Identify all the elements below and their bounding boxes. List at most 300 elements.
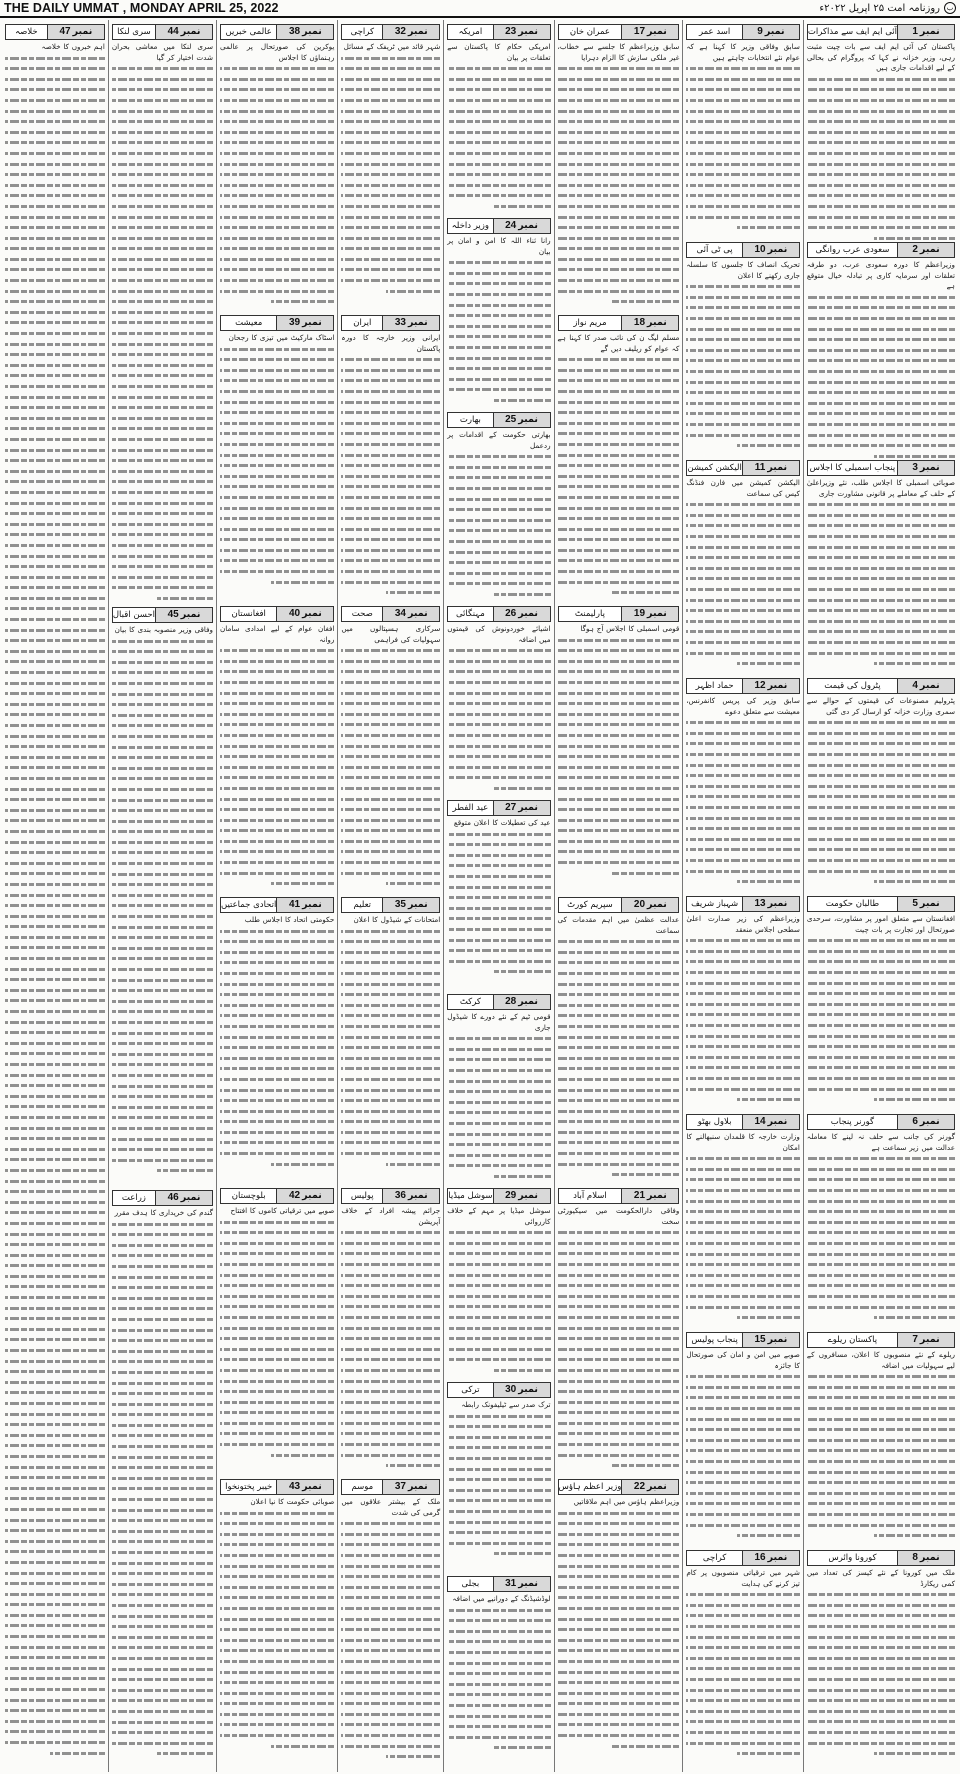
text-line [807,222,955,233]
text-line [558,1656,680,1667]
text-line [686,520,800,531]
text-line [5,1440,105,1451]
news-item-text: پاکستان کی آئی ایم ایف سے بات چیت مثبت رہی، وزیر خزانہ نے کہا کہ پروگرام کی بحالی کے لیے اقدامات جاری ہیں [806,42,955,73]
text-line [341,1074,440,1085]
text-line [220,1074,334,1085]
text-line [112,445,213,456]
text-line [5,1229,105,1240]
text-line [807,116,955,127]
badge-number: 30 [505,1384,517,1395]
body-copy-lines [686,717,800,887]
text-line [220,275,334,286]
item-number-badge [742,25,799,39]
item-number-badge [621,25,678,39]
item-number-badge [382,1189,439,1203]
text-line [558,1709,680,1720]
text-line [558,794,680,805]
item-number-badge [493,413,550,427]
news-item-title: کراچی [342,25,382,39]
text-line [220,1344,334,1355]
text-line [558,1550,680,1561]
text-line [5,1462,105,1473]
news-item-header [447,218,550,234]
text-line [686,334,800,345]
text-line [558,1063,680,1074]
news-column-7 [108,20,216,1772]
text-line [341,1645,440,1656]
text-line [807,563,955,574]
news-item [5,24,105,1771]
text-line [447,1344,550,1355]
text-line [807,355,955,366]
text-line [5,1080,105,1091]
item-number-badge [621,898,678,912]
text-line [558,1323,680,1334]
item-number-badge [742,461,799,475]
text-line [447,1270,550,1281]
text-line [5,212,105,223]
text-line [686,1073,800,1084]
news-item-header [807,1114,955,1130]
text-line [447,829,550,840]
text-line [341,1561,440,1572]
news-item-header [686,896,800,912]
text-line [341,1137,440,1148]
text-line [5,1165,105,1176]
news-item-title: پارلیمنٹ [559,607,622,621]
text-line [807,1185,955,1196]
text-line [112,1240,213,1251]
text-line [447,1517,550,1528]
text-line [558,534,680,545]
badge-number: 18 [633,317,646,328]
news-item [447,1576,550,1767]
text-line [220,222,334,233]
badge-word: نمبر [767,898,788,909]
news-item-title: سعودی عرب روانگی [808,243,897,257]
news-item-text: صوبائی حکومت کا نیا اعلان [250,1497,335,1506]
text-line [341,1635,440,1646]
text-line [807,605,955,616]
text-line [807,1716,955,1727]
text-line [341,481,440,492]
text-line [112,476,213,487]
text-line [686,440,800,451]
item-number-badge [897,1333,954,1347]
text-line [558,286,680,297]
text-line [558,375,680,386]
text-line [5,296,105,307]
text-line [807,1520,955,1531]
badge-number: 20 [633,899,646,910]
text-line [807,1445,955,1456]
news-item-text: جرائم پیشہ افراد کے خلاف آپریشن [341,1206,441,1226]
item-number-badge [155,1191,212,1205]
news-item [686,678,800,893]
text-line [686,658,800,669]
text-line [686,605,800,616]
text-line [341,63,440,74]
text-line [220,1053,334,1064]
body-copy-lines [112,636,213,1176]
text-line [447,1171,550,1182]
text-line [341,84,440,95]
news-item-title: عمران خان [559,25,622,39]
news-item-text: وزیراعظم کی زیر صدارت اعلیٰ سطحی اجلاس منعقد [686,914,800,934]
text-line [341,1148,440,1159]
news-item-header [341,897,440,913]
text-line [220,233,334,244]
news-item-text: قومی اسمبلی کا اجلاس آج ہوگا [580,624,680,633]
news-item-title: بجلی [448,1577,492,1591]
text-line [112,466,213,477]
text-line [558,1719,680,1730]
text-line [558,212,680,223]
text-line [341,137,440,148]
text-line [807,1392,955,1403]
item-number-badge [493,219,550,233]
text-line [558,1344,680,1355]
item-number-badge [742,243,799,257]
item-number-badge [742,1115,799,1129]
text-line [220,783,334,794]
text-line [5,243,105,254]
badge-number: 15 [754,1334,766,1345]
text-line [447,137,550,148]
text-line [341,365,440,376]
text-line [112,911,213,922]
text-line [112,985,213,996]
text-line [807,1206,955,1217]
text-line [558,354,680,365]
text-line [686,1238,800,1249]
text-line [5,964,105,975]
text-line [5,794,105,805]
text-line [5,921,105,932]
text-line [686,1302,800,1313]
news-item-text: یوکرین کی صورتحال پر عالمی رہنماؤں کا اجلاس [220,42,335,62]
text-line [447,1538,550,1549]
text-line [5,1557,105,1568]
badge-word: نمبر [407,26,428,37]
text-line [807,648,955,659]
text-line [447,730,550,741]
text-line [341,1354,440,1365]
text-line [558,762,680,773]
text-line [558,846,680,857]
badge-number: 45 [167,609,179,620]
text-line [558,127,680,138]
text-line [341,106,440,117]
badge-number: 36 [394,1190,406,1201]
text-line [341,190,440,201]
text-line [5,254,105,265]
text-line [220,1085,334,1096]
text-line [558,666,680,677]
text-line [341,762,440,773]
body-copy-lines [686,499,800,669]
text-line [5,1197,105,1208]
text-line [447,751,550,762]
text-line [341,1667,440,1678]
news-item [807,1114,955,1329]
text-line [112,1738,213,1749]
text-line [341,375,440,386]
text-line [341,1439,440,1450]
text-line [5,890,105,901]
text-line [112,1165,213,1176]
news-item [807,678,955,893]
text-line [447,772,550,783]
text-line [5,762,105,773]
badge-word: نمبر [302,899,322,910]
text-line [220,1010,334,1021]
text-line [220,1137,334,1148]
text-line [558,957,680,968]
news-item-title: موسم [342,1480,382,1494]
text-line [807,531,955,542]
text-line [112,900,213,911]
text-line [686,302,800,313]
text-line [558,1365,680,1376]
text-line [686,813,800,824]
news-item-header [807,242,955,258]
text-line [341,1365,440,1376]
text-line [341,1248,440,1259]
text-line [220,1603,334,1614]
text-line [220,741,334,752]
badge-number: 43 [288,1481,301,1492]
text-line [807,1685,955,1696]
text-line [558,1169,680,1180]
text-line [447,1506,550,1517]
text-line [686,1530,800,1541]
text-line [447,363,550,374]
text-line [112,1314,213,1325]
text-line [447,1086,550,1097]
badge-word: نمبر [72,26,93,37]
text-line [220,418,334,429]
text-line [686,1716,800,1727]
text-line [5,455,105,466]
text-line [220,1450,334,1461]
text-line [5,1048,105,1059]
text-line [220,254,334,265]
text-line [220,979,334,990]
news-item [220,1188,334,1476]
text-line [686,791,800,802]
badge-word: نمبر [647,317,667,328]
news-item-title: زراعت [113,1191,155,1205]
text-line [558,296,680,307]
item-number-badge [382,316,439,330]
text-line [5,1589,105,1600]
text-line [5,741,105,752]
text-line [112,1579,213,1590]
item-number-badge [621,1480,678,1494]
news-item-text: رانا ثناء اللہ کا امن و امان پر بیان [447,236,551,256]
news-item-title: اسلام آباد [559,1189,622,1203]
news-item [807,460,955,675]
text-line [5,190,105,201]
text-line [807,430,955,441]
text-line [447,95,550,106]
news-item-title: ایران [342,316,382,330]
text-line [807,988,955,999]
badge-number: 29 [505,1190,517,1201]
news-item-header [686,242,800,258]
text-line [112,561,213,572]
text-line [686,63,800,74]
badge-word: نمبر [919,462,940,473]
text-line [686,1456,800,1467]
text-line [558,137,680,148]
text-line [447,1647,550,1658]
item-number-badge [276,25,333,39]
text-line [220,1592,334,1603]
text-line [112,678,213,689]
text-line [5,1684,105,1695]
text-line [558,968,680,979]
text-line [558,1667,680,1678]
text-line [447,741,550,752]
news-item-text: سوشل میڈیا پر مہم کے خلاف کارروائی [447,1206,551,1226]
text-line [5,561,105,572]
text-line [5,1652,105,1663]
text-line [807,1498,955,1509]
text-line [341,825,440,836]
text-line [807,728,955,739]
text-line [112,1430,213,1441]
text-line [112,212,213,223]
text-line [341,677,440,688]
text-line [447,504,550,515]
news-item-header [341,1479,440,1495]
text-line [5,1536,105,1547]
text-line [447,557,550,568]
text-line [112,763,213,774]
text-line [447,1354,550,1365]
text-line [558,397,680,408]
text-line [686,1031,800,1042]
text-line [558,815,680,826]
text-line [447,1033,550,1044]
text-line [558,450,680,461]
news-item-title: اسد عمر [687,25,742,39]
text-line [807,573,955,584]
text-line [807,1382,955,1393]
text-line [5,1112,105,1123]
text-line [558,1116,680,1127]
text-line [558,407,680,418]
news-item-header [447,994,550,1010]
text-line [807,180,955,191]
body-copy-lines [447,1411,550,1559]
text-line [807,935,955,946]
text-line [220,815,334,826]
text-line [686,1084,800,1095]
text-line [447,1721,550,1732]
text-line [112,148,213,159]
news-item-text: عدالت عظمیٰ میں اہم مقدمات کی سماعت [557,915,680,935]
text-line [807,1073,955,1084]
news-item-text: بھارتی حکومت کے اقدامات پر ردعمل [447,430,551,450]
text-line [220,1312,334,1323]
text-line [220,159,334,170]
text-line [686,531,800,542]
news-item [220,897,334,1185]
news-item-text: افغانستان سے متعلق امور پر مشاورت، سرحدی صورتحال اور تجارت پر بات چیت [806,914,955,934]
text-line [686,1259,800,1270]
text-line [112,1219,213,1230]
text-line [220,566,334,577]
text-line [447,1700,550,1711]
item-number-badge [276,898,333,912]
text-line [220,471,334,482]
item-number-badge [276,1189,333,1203]
text-line [341,386,440,397]
text-line [220,169,334,180]
text-line [686,1467,800,1478]
text-line [341,1270,440,1281]
badge-number: 40 [288,608,301,619]
badge-number: 6 [912,1116,918,1127]
text-line [220,857,334,868]
badge-number: 10 [754,244,766,255]
text-line [558,709,680,720]
text-line [112,1261,213,1272]
text-line [341,407,440,418]
text-line [558,1603,680,1614]
text-line [686,419,800,430]
text-line [220,645,334,656]
text-line [112,498,213,509]
text-line [220,1000,334,1011]
text-line [686,1185,800,1196]
text-line [558,1614,680,1625]
news-item-text: وزیراعظم ہاؤس میں اہم ملاقاتیں [573,1497,680,1506]
text-line [5,805,105,816]
text-line [112,1028,213,1039]
badge-word: نمبر [407,317,428,328]
text-line [220,751,334,762]
text-line [341,1053,440,1064]
news-item-title: کراچی [687,1551,742,1565]
text-line [5,1239,105,1250]
text-line [341,815,440,826]
text-line [220,513,334,524]
text-line [5,1430,105,1441]
news-item-title: خیبر پختونخوا [221,1480,276,1494]
badge-word: نمبر [647,608,667,619]
text-line [112,243,213,254]
text-line [447,903,550,914]
text-line [220,545,334,556]
news-item [807,242,955,457]
text-line [807,1706,955,1717]
news-item-header [807,1550,955,1566]
news-item-text: سابق وزیراعظم کا جلسے سے خطاب، غیر ملکی سازش کا الزام دہرایا [557,42,680,62]
text-line [112,795,213,806]
text-line [807,1164,955,1175]
text-line [558,730,680,741]
text-line [112,339,213,350]
text-line [447,677,550,688]
text-line [807,510,955,521]
text-line [686,626,800,637]
text-line [341,1397,440,1408]
badge-number: 35 [394,899,406,910]
